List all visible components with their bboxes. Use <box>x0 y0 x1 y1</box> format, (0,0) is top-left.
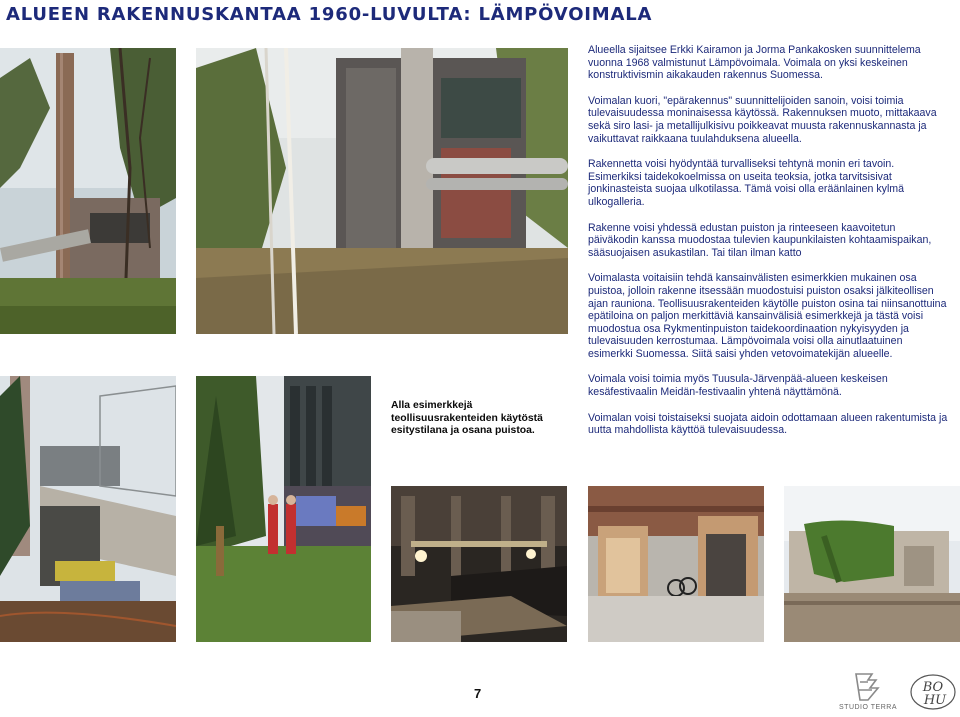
studio-terra-logo <box>838 670 898 715</box>
page-title: ALUEEN RAKENNUSKANTAA 1960-LUVULTA: LÄMPÖVOIMALA <box>6 4 653 25</box>
bohu-monogram-logo <box>908 672 958 712</box>
body-paragraph: Rakennetta voisi hyödyntää turvalliseksi tehtynä monin eri tavoin. Esimerkiksi taidekokoelmissa on useita teoksia, jotka tarvitsisivat jonkinasteista suojaa ulkotilassa. Tämä voisi olla eräänlainen kylmä ulkogalleria. <box>588 158 905 208</box>
studio-terra-emblem-icon <box>838 670 898 704</box>
power-plant-building-photo <box>196 48 568 334</box>
body-paragraph: Voimalan voisi toistaiseksi suojata aidoin odottamaan alueen rakentumista ja uutta mahdollista käyttöä tulevaisuudessa. <box>588 411 948 437</box>
studio-terra-text: STUDIO TERRA <box>839 704 897 711</box>
svg-text:HU: HU <box>923 693 947 708</box>
body-paragraph: Rakenne voisi yhdessä edustan puiston ja rinteeseen kaavoitetun päiväkodin kanssa muodostaa tulevien kaupunkilaisten kohtaamispaikan, sääsuojaisen asukastilan. Tai tilan ilman katto <box>588 221 932 259</box>
body-paragraph: Alueella sijaitsee Erkki Kairamon ja Jorma Pankakosken suunnittelema vuonna 1968 valmistunut Lämpövoimala. Voimala on yksi keskeinen konstruktivismin aikakauden rakennus Suomessa. <box>588 44 921 82</box>
page-number: 7 <box>474 686 482 701</box>
graffiti-wall-visitors-photo <box>196 376 371 642</box>
body-paragraph: Voimalan kuori, "epärakennus" suunnittelijoiden sanoin, voisi toimia tulevaisuudessa moninaisessa käytössä. Rakennuksen muoto, mittakaava sekä siro lasi- ja metallijulkisivu poikkeavat muusta rakennuskannasta ja vaikuttavat raikkaana tuulahduksena alueella. <box>588 94 937 145</box>
body-paragraph: Voimalasta voitaisiin tehdä kansainvälisten esimerkkien mukainen osa puistoa, jolloin rakenne itsessään muodostuisi puiston osaksi jälkiteollisen ajan rauniona. Teollisuusrakenteiden käytölle puiston osina tai niinsanottuina epätiloina on paljon merkittäviä kansainvälisiä esimerkkejä ja tästä voisi muodostua osa Rykmentinpuiston taidekoordinaation nykyisyyden ja tulevaisuuden kerrostumaa. Lämpövoimala voisi olla ainutlaatuinen esimerkki Suomessa. Siitä saisi yhden vetovoimatekijän alueelle. <box>588 272 947 360</box>
body-text-column <box>588 44 948 450</box>
concert-hall-photo <box>391 486 567 642</box>
overgrown-ruin-photo <box>784 486 960 642</box>
body-paragraph: Voimala voisi toimia myös Tuusula-Järvenpää-alueen keskeisen kesäfestivaalin Meidän-festivaalin yhtenä näyttämönä. <box>588 373 888 399</box>
industrial-ruin-photo <box>0 376 176 642</box>
timber-pavilion-photo <box>588 486 764 642</box>
power-plant-chimney-photo <box>0 48 176 334</box>
svg-text:BO: BO <box>922 680 944 695</box>
photo-caption: Alla esimerkkejä teollisuusrakenteiden käytöstä esitystilana ja osana puistoa. <box>391 400 543 437</box>
